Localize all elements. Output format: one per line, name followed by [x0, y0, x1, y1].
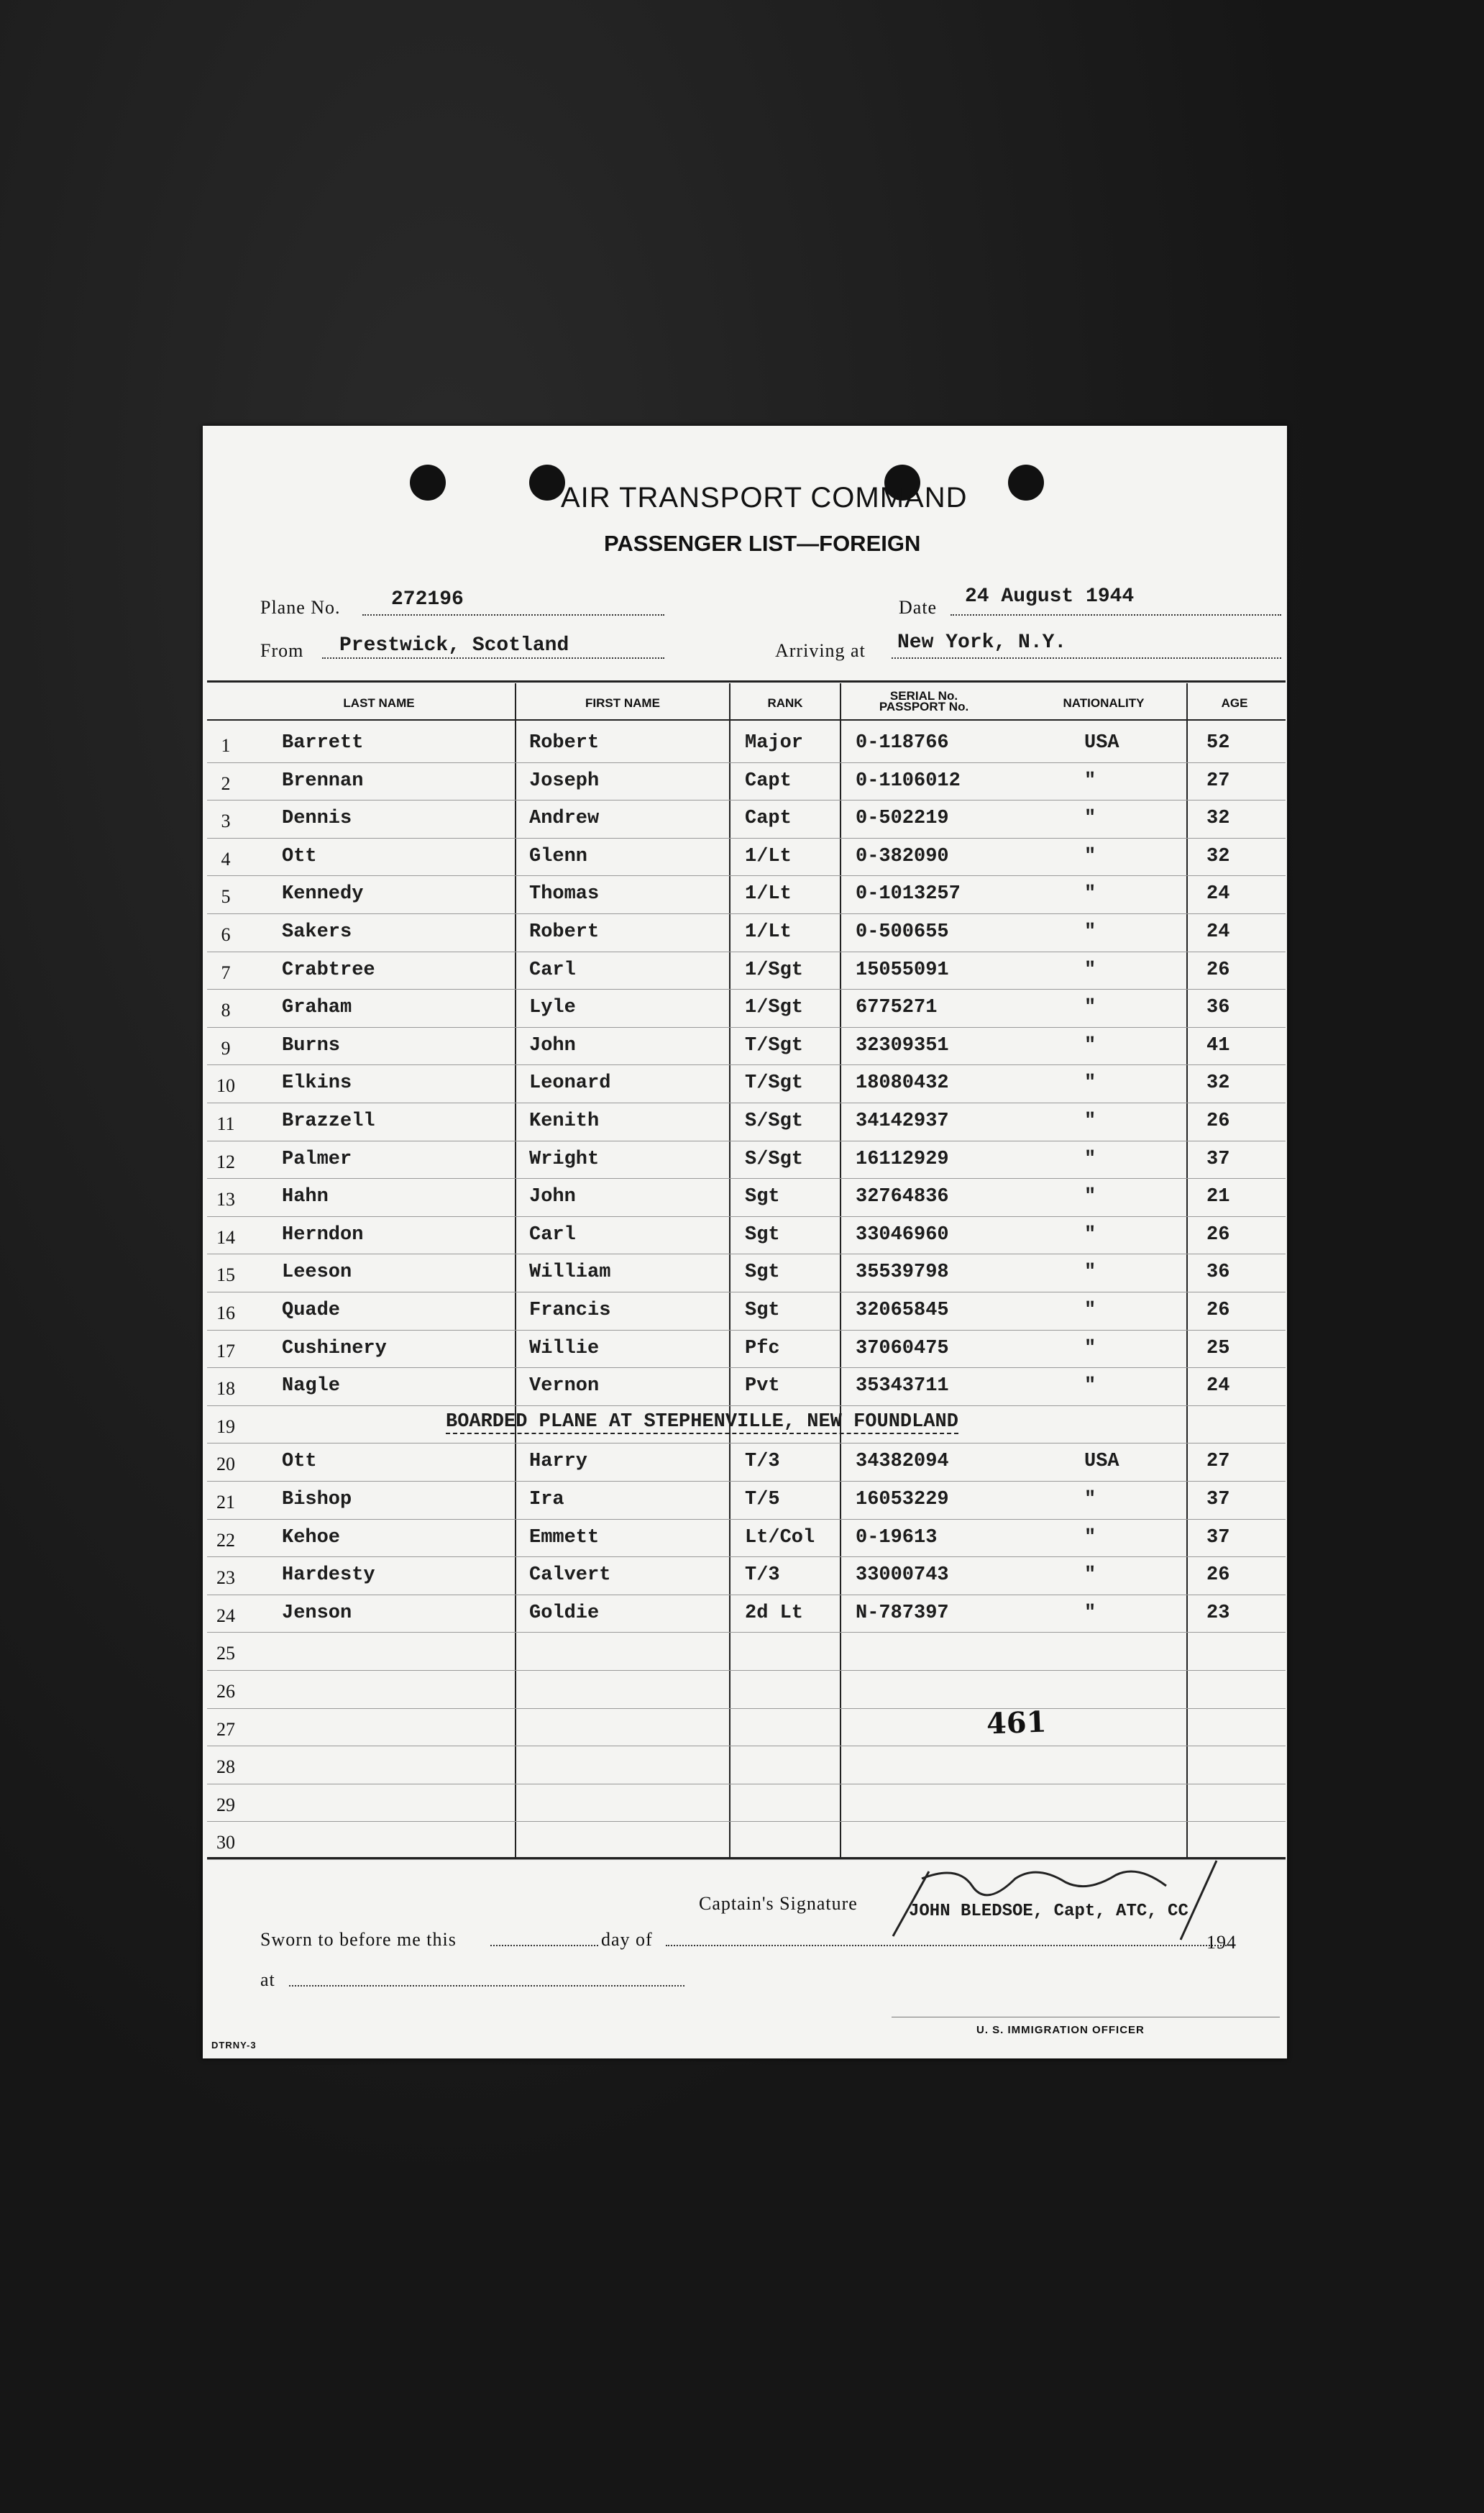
- cell-nat: ": [1084, 1375, 1096, 1397]
- cell-rank: Sgt: [745, 1186, 780, 1208]
- row-number: 13: [216, 1189, 235, 1210]
- punch-hole: [410, 465, 446, 501]
- cell-rank: T/3: [745, 1451, 780, 1473]
- cell-serial: 0-118766: [856, 732, 949, 754]
- cell-first: Francis: [529, 1300, 611, 1321]
- cell-first: Glenn: [529, 845, 588, 867]
- row-number: 3: [221, 811, 231, 832]
- row-number: 11: [216, 1113, 235, 1134]
- header-rank: RANK: [767, 696, 803, 710]
- cell-first: Robert: [529, 921, 600, 943]
- cell-age: 24: [1206, 1375, 1230, 1397]
- cell-serial: 32309351: [856, 1034, 949, 1057]
- header-first-name: FIRST NAME: [585, 696, 660, 710]
- cell-age: 26: [1206, 1223, 1230, 1246]
- form-title: AIR TRANSPORT COMMAND: [561, 482, 968, 514]
- row-number: 28: [216, 1756, 235, 1778]
- row-number: 19: [216, 1415, 235, 1437]
- cell-rank: 1/Sgt: [745, 959, 804, 981]
- header-last-name: LAST NAME: [343, 696, 415, 710]
- cell-last: Hardesty: [282, 1564, 375, 1587]
- cell-age: 26: [1206, 959, 1230, 981]
- cell-first: Vernon: [529, 1375, 600, 1397]
- cell-nat: USA: [1084, 732, 1119, 754]
- cell-nat: ": [1084, 921, 1096, 943]
- row-number: 30: [216, 1832, 235, 1853]
- cell-last: Quade: [282, 1300, 341, 1321]
- cell-first: Carl: [529, 1223, 576, 1246]
- row-rule: [207, 1632, 1286, 1633]
- cell-first: John: [529, 1034, 576, 1057]
- cell-serial: 0-502219: [856, 808, 949, 830]
- cell-nat: ": [1084, 1526, 1096, 1549]
- at-label: at: [260, 1969, 275, 1990]
- cell-serial: 37060475: [856, 1337, 949, 1359]
- row-rule: [207, 800, 1286, 801]
- captain-signature-label: Captain's Signature: [699, 1893, 858, 1914]
- cell-last: Kennedy: [282, 883, 364, 906]
- cell-nat: ": [1084, 1186, 1096, 1208]
- row-number: 25: [216, 1643, 235, 1664]
- cell-last: Elkins: [282, 1072, 352, 1095]
- cell-age: 52: [1206, 732, 1230, 754]
- cell-nat: ": [1084, 1072, 1096, 1095]
- punch-hole: [529, 465, 565, 501]
- row-rule: [207, 989, 1286, 990]
- cell-serial: 34382094: [856, 1451, 949, 1473]
- cell-last: Sakers: [282, 921, 352, 943]
- row-rule: [207, 1481, 1286, 1482]
- row-number: 24: [216, 1605, 235, 1626]
- from-label: From: [260, 640, 304, 661]
- cell-first: Emmett: [529, 1526, 600, 1549]
- cell-rank: T/5: [745, 1489, 780, 1510]
- cell-age: 27: [1206, 1451, 1230, 1473]
- cell-last: Jenson: [282, 1602, 352, 1624]
- cell-nat: ": [1084, 1564, 1096, 1587]
- cell-nat: ": [1084, 1034, 1096, 1057]
- row-rule: [207, 1330, 1286, 1331]
- row-number: 1: [221, 735, 231, 756]
- cell-rank: 1/Lt: [745, 921, 792, 943]
- cell-rank: S/Sgt: [745, 1110, 804, 1132]
- cell-age: 37: [1206, 1526, 1230, 1549]
- row-number: 6: [221, 924, 231, 945]
- cell-rank: Pvt: [745, 1375, 780, 1397]
- cell-rank: Sgt: [745, 1300, 780, 1321]
- cell-last: Brennan: [282, 770, 364, 792]
- cell-rank: Sgt: [745, 1223, 780, 1246]
- cell-last: Cushinery: [282, 1337, 387, 1359]
- row-number: 5: [221, 886, 231, 908]
- header-serial-line2: PASSPORT No.: [879, 700, 969, 713]
- row-rule: [207, 1064, 1286, 1065]
- cell-first: Robert: [529, 732, 600, 754]
- cell-serial: N-787397: [856, 1602, 949, 1624]
- row-number: 8: [221, 1000, 231, 1021]
- cell-serial: 0-500655: [856, 921, 949, 943]
- cell-age: 32: [1206, 845, 1230, 867]
- cell-age: 24: [1206, 921, 1230, 943]
- cell-nat: ": [1084, 1489, 1096, 1510]
- header-age: AGE: [1221, 696, 1248, 710]
- row-number: 12: [216, 1151, 235, 1172]
- row-number: 20: [216, 1454, 235, 1475]
- cell-first: Andrew: [529, 808, 600, 830]
- cell-age: 26: [1206, 1110, 1230, 1132]
- cell-rank: 1/Lt: [745, 883, 792, 906]
- cell-first: Wright: [529, 1148, 600, 1170]
- cell-nat: ": [1084, 1602, 1096, 1624]
- cell-first: Kenith: [529, 1110, 600, 1132]
- cell-serial: 35343711: [856, 1375, 949, 1397]
- cell-age: 37: [1206, 1489, 1230, 1510]
- cell-first: Harry: [529, 1451, 588, 1473]
- punch-hole: [1008, 465, 1044, 501]
- cell-last: Ott: [282, 1451, 317, 1473]
- at-line: [289, 1985, 684, 1987]
- cell-age: 36: [1206, 1262, 1230, 1284]
- row-rule: [207, 838, 1286, 839]
- arriving-label: Arriving at: [775, 640, 866, 661]
- cell-age: 37: [1206, 1148, 1230, 1170]
- row-number: 27: [216, 1718, 235, 1740]
- signature-scrawl: [879, 1857, 1267, 1943]
- cell-first: Goldie: [529, 1602, 600, 1624]
- cell-first: William: [529, 1262, 611, 1284]
- cell-nat: ": [1084, 1223, 1096, 1246]
- row-number: 21: [216, 1492, 235, 1513]
- date-line: [951, 614, 1281, 616]
- cell-age: 41: [1206, 1034, 1230, 1057]
- cell-first: Willie: [529, 1337, 600, 1359]
- cell-serial: 33000743: [856, 1564, 949, 1587]
- cell-age: 25: [1206, 1337, 1230, 1359]
- captain-name: JOHN BLEDSOE, Capt, ATC, CC: [909, 1902, 1188, 1921]
- day-of-label: day of: [601, 1929, 653, 1950]
- row-number: 2: [221, 772, 231, 794]
- row-number: 18: [216, 1378, 235, 1400]
- cell-first: Carl: [529, 959, 576, 981]
- date-label: Date: [899, 597, 938, 618]
- row-rule: [207, 1367, 1286, 1368]
- row-number: 14: [216, 1226, 235, 1248]
- arriving-value: New York, N.Y.: [897, 631, 1067, 654]
- arriving-line: [892, 657, 1281, 659]
- cell-last: Palmer: [282, 1148, 352, 1170]
- sworn-line: [490, 1945, 598, 1946]
- header-nationality: NATIONALITY: [1063, 696, 1145, 710]
- passenger-list-form: [203, 426, 1287, 2058]
- plane-no-label: Plane No.: [260, 597, 341, 618]
- sworn-label: Sworn to before me this: [260, 1929, 457, 1950]
- cell-last: Barrett: [282, 732, 364, 754]
- row-rule: [207, 1216, 1286, 1217]
- form-code: DTRNY-3: [211, 2040, 257, 2051]
- row-rule: [207, 1178, 1286, 1179]
- cell-serial: 32764836: [856, 1186, 949, 1208]
- row-rule: [207, 1821, 1286, 1822]
- cell-last: Kehoe: [282, 1526, 341, 1549]
- cell-nat: ": [1084, 1148, 1096, 1170]
- row-number: 23: [216, 1567, 235, 1589]
- cell-serial: 34142937: [856, 1110, 949, 1132]
- year-label: 194: [1206, 1932, 1237, 1953]
- cell-rank: Lt/Col: [745, 1526, 815, 1549]
- cell-rank: T/Sgt: [745, 1034, 804, 1057]
- boarded-note: BOARDED PLANE AT STEPHENVILLE, NEW FOUNDLAND: [446, 1411, 958, 1433]
- row-rule: [207, 1519, 1286, 1520]
- form-subtitle: PASSENGER LIST—FOREIGN: [604, 531, 921, 556]
- row-number: 29: [216, 1794, 235, 1815]
- cell-nat: ": [1084, 1262, 1096, 1284]
- cell-serial: 0-1013257: [856, 883, 961, 906]
- plane-no-value: 272196: [391, 588, 464, 611]
- cell-age: 23: [1206, 1602, 1230, 1624]
- col-divider: [515, 683, 516, 1857]
- cell-first: Joseph: [529, 770, 600, 792]
- cell-serial: 16112929: [856, 1148, 949, 1170]
- cell-rank: 1/Lt: [745, 845, 792, 867]
- from-line: [322, 657, 664, 659]
- cell-rank: Capt: [745, 770, 792, 792]
- cell-serial: 33046960: [856, 1223, 949, 1246]
- cell-serial: 15055091: [856, 959, 949, 981]
- cell-nat: USA: [1084, 1451, 1119, 1473]
- cell-nat: ": [1084, 808, 1096, 830]
- row-number: 15: [216, 1264, 235, 1286]
- date-value: 24 August 1944: [965, 585, 1135, 608]
- cell-first: John: [529, 1186, 576, 1208]
- cell-age: 21: [1206, 1186, 1230, 1208]
- row-number: 26: [216, 1681, 235, 1702]
- day-of-line: [666, 1945, 1227, 1946]
- col-divider: [729, 683, 730, 1857]
- cell-last: Graham: [282, 997, 352, 1019]
- cell-nat: ": [1084, 1300, 1096, 1321]
- cell-last: Nagle: [282, 1375, 341, 1397]
- cell-last: Bishop: [282, 1489, 352, 1510]
- cell-age: 36: [1206, 997, 1230, 1019]
- cell-last: Burns: [282, 1034, 341, 1057]
- row-rule: [207, 1556, 1286, 1557]
- cell-nat: ": [1084, 883, 1096, 906]
- cell-age: 26: [1206, 1564, 1230, 1587]
- cell-rank: 2d Lt: [745, 1602, 804, 1624]
- row-number: 7: [221, 962, 231, 983]
- cell-rank: T/3: [745, 1564, 780, 1587]
- row-rule: [207, 1443, 1286, 1444]
- immigration-label: U. S. IMMIGRATION OFFICER: [976, 2024, 1145, 2036]
- cell-first: Leonard: [529, 1072, 611, 1095]
- row-number: 17: [216, 1340, 235, 1362]
- cell-rank: Major: [745, 732, 804, 754]
- row-rule: [207, 875, 1286, 876]
- cell-last: Dennis: [282, 808, 352, 830]
- plane-no-line: [362, 614, 664, 616]
- row-rule: [207, 762, 1286, 763]
- cell-serial: 16053229: [856, 1489, 949, 1510]
- header-serial-line1: SERIAL No.: [889, 689, 958, 703]
- row-rule: [207, 1670, 1286, 1671]
- row-number: 9: [221, 1037, 231, 1059]
- row-rule: [207, 913, 1286, 914]
- cell-serial: 0-19613: [856, 1526, 938, 1549]
- cell-serial: 0-382090: [856, 845, 949, 867]
- cell-age: 26: [1206, 1300, 1230, 1321]
- cell-last: Brazzell: [282, 1110, 375, 1132]
- cell-serial: 0-1106012: [856, 770, 961, 792]
- header-rule: [207, 719, 1286, 721]
- cell-serial: 6775271: [856, 997, 938, 1019]
- cell-first: Thomas: [529, 883, 600, 906]
- cell-nat: ": [1084, 997, 1096, 1019]
- row-rule: [207, 1405, 1286, 1406]
- cell-first: Lyle: [529, 997, 576, 1019]
- row-number: 10: [216, 1075, 235, 1097]
- cell-serial: 18080432: [856, 1072, 949, 1095]
- cell-age: 24: [1206, 883, 1230, 906]
- cell-nat: ": [1084, 770, 1096, 792]
- cell-first: Ira: [529, 1489, 564, 1510]
- row-rule: [207, 1027, 1286, 1028]
- row-number: 22: [216, 1529, 235, 1551]
- cell-rank: 1/Sgt: [745, 997, 804, 1019]
- table-top-rule: [207, 680, 1286, 683]
- cell-nat: ": [1084, 1337, 1096, 1359]
- cell-nat: ": [1084, 845, 1096, 867]
- cell-last: Ott: [282, 845, 317, 867]
- captain-signature: [879, 1857, 1267, 1943]
- from-value: Prestwick, Scotland: [339, 634, 569, 657]
- cell-rank: T/Sgt: [745, 1072, 804, 1095]
- cell-rank: S/Sgt: [745, 1148, 804, 1170]
- cell-first: Calvert: [529, 1564, 611, 1587]
- cell-rank: Capt: [745, 808, 792, 830]
- row-number: 16: [216, 1303, 235, 1323]
- cell-rank: Sgt: [745, 1262, 780, 1284]
- cell-age: 32: [1206, 1072, 1230, 1095]
- cell-last: Hahn: [282, 1186, 329, 1208]
- cell-serial: 32065845: [856, 1300, 949, 1321]
- col-divider: [840, 683, 841, 1857]
- cell-age: 32: [1206, 808, 1230, 830]
- cell-last: Crabtree: [282, 959, 375, 981]
- cell-rank: Pfc: [745, 1337, 780, 1359]
- cell-last: Leeson: [282, 1262, 352, 1284]
- cell-nat: ": [1084, 1110, 1096, 1132]
- row-number: 4: [221, 848, 231, 870]
- cell-nat: ": [1084, 959, 1096, 981]
- row-rule: [207, 1708, 1286, 1709]
- col-divider: [1186, 683, 1188, 1857]
- cell-last: Herndon: [282, 1223, 364, 1246]
- header-serial: [841, 690, 1007, 712]
- cell-age: 27: [1206, 770, 1230, 792]
- cell-serial: 35539798: [856, 1262, 949, 1284]
- handwritten-total: 461: [986, 1705, 1048, 1741]
